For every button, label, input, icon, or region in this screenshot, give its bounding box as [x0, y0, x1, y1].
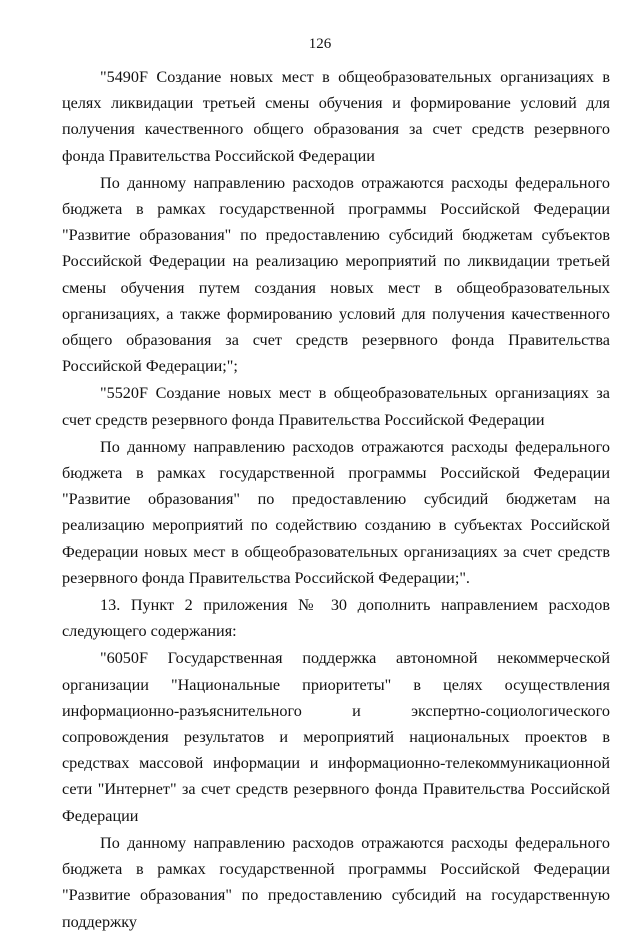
- paragraph-item-13: 13. Пункт 2 приложения № 30 дополнить направлением расходов следующего содержания:: [62, 596, 610, 641]
- paragraph-5490f-description: По данному направлению расходов отражаются расходы федерального бюджета в рамках государственной программы Российской Федерации "Развитие образования" по предоставлению субсидий бюджетам субъектов Российской Федерации на реализацию мероприятий по ликвидации третьей смены обучения путем создания новых мест в общеобразовательных организациях, а также формированию условий для получения качественного общего образования за счет средств резервного фонда Правительства Российской Федерации;";: [62, 173, 610, 376]
- paragraph-5520f-description: По данному направлению расходов отражаются расходы федерального бюджета в рамках государственной программы Российской Федерации "Развитие образования" по предоставлению субсидий бюджетам на реализацию мероприятий по содействию созданию в субъектах Российской Федерации новых мест в общеобразовательных организациях за счет средств резервного фонда Правительства Российской Федерации;".: [62, 437, 610, 587]
- document-body: [62, 64, 610, 935]
- paragraph-6050f-description: По данному направлению расходов отражаются расходы федерального бюджета в рамках государственной программы Российской Федерации "Развитие образования" по предоставлению субсидий на государственную поддержку: [62, 833, 610, 931]
- paragraph-5520f-title: "5520F Создание новых мест в общеобразовательных организациях за счет средств резервного фонда Правительства Российской Федерации: [62, 384, 610, 429]
- paragraph-5490f-title: "5490F Создание новых мест в общеобразовательных организациях в целях ликвидации третьей смены обучения и формирование условий для получения качественного общего образования за счет средств резервного фонда Правительства Российской Федерации: [62, 68, 610, 165]
- page-number: 126: [308, 36, 332, 52]
- paragraph-6050f-title: "6050F Государственная поддержка автономной некоммерческой организации "Национальные приоритеты" в целях осуществления информационно-разъяснительного и экспертно-социологического сопровождения результатов и мероприятий национальных проектов в средствах массовой информации и информационно-телекоммуникационной сети "Интернет" за счет средств резервного фонда Правительства Российской Федерации: [62, 649, 610, 825]
